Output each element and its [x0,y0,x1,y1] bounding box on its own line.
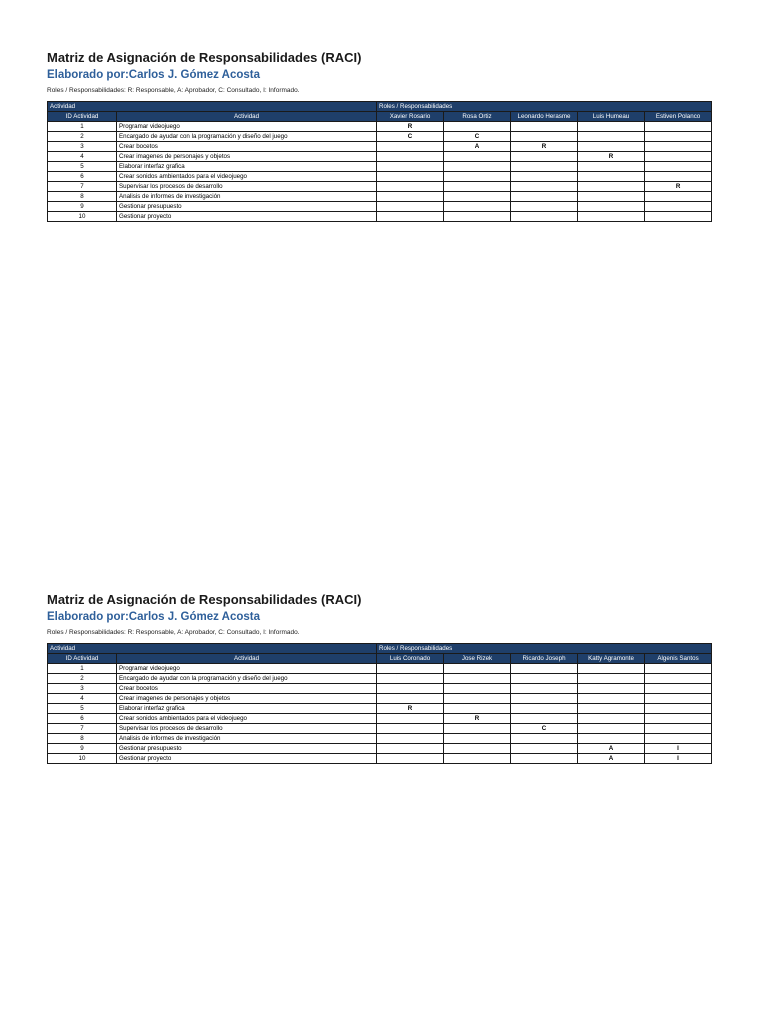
raci-cell [511,172,578,182]
raci-cell [645,152,712,162]
raci-cell [511,744,578,754]
table-row [48,684,712,694]
raci-cell [444,172,511,182]
raci-cell [578,664,645,674]
raci-cell [645,122,712,132]
raci-cell [511,212,578,222]
table-row [48,694,712,704]
raci-cell [645,694,712,704]
raci-cell [511,674,578,684]
activity-id-cell: 7 [48,182,117,192]
raci-cell [444,122,511,132]
raci-cell: C [511,724,578,734]
document-title: Matriz de Asignación de Responsabilidades (RACI) [47,592,362,607]
raci-cell [578,684,645,694]
table-row [48,664,712,674]
raci-matrix-2 [47,591,711,764]
raci-cell [377,664,444,674]
band-activity-label: Actividad [48,102,377,112]
document-title: Matriz de Asignación de Responsabilidades (RACI) [47,50,362,65]
raci-cell: R [377,704,444,714]
raci-cell [578,674,645,684]
band-roles-label: Roles / Responsabilidades [377,102,712,112]
role-column-header: Estiven Polanco [645,112,712,122]
raci-cell [511,132,578,142]
activity-id-cell: 10 [48,212,117,222]
raci-cell: R [645,182,712,192]
author-line: Elaborado por:Carlos J. Gómez Acosta [47,611,261,623]
activity-column-header: Actividad [117,112,377,122]
raci-cell [578,212,645,222]
raci-cell: C [377,132,444,142]
raci-cell [377,172,444,182]
activity-id-cell: 1 [48,122,117,132]
raci-cell [578,734,645,744]
raci-cell [511,162,578,172]
activity-name-cell: Crear imagenes de personajes y objetos [117,694,377,704]
raci-cell [444,744,511,754]
activity-name-cell: Crear sonidos ambientados para el videojuego [117,172,377,182]
activity-id-cell: 5 [48,162,117,172]
raci-cell [645,714,712,724]
raci-cell [377,182,444,192]
column-headers [48,654,712,664]
raci-cell [377,212,444,222]
raci-cell [645,202,712,212]
raci-cell: R [511,142,578,152]
table-row [48,704,712,714]
raci-cell: I [645,744,712,754]
activity-id-cell: 1 [48,664,117,674]
activity-name-cell: Supervisar los procesos de desarrollo [117,182,377,192]
activity-id-cell: 2 [48,132,117,142]
column-headers [48,112,712,122]
raci-cell [377,754,444,764]
activity-id-cell: 5 [48,704,117,714]
raci-cell [444,704,511,714]
activity-name-cell: Crear imagenes de personajes y objetos [117,152,377,162]
raci-cell [645,724,712,734]
role-column-header: Leonardo Herasme [511,112,578,122]
raci-cell [578,202,645,212]
activity-id-cell: 9 [48,744,117,754]
table-row [48,744,712,754]
raci-matrix-1 [47,49,711,222]
raci-cell [511,182,578,192]
raci-cell [645,192,712,202]
table-row [48,172,712,182]
activity-id-cell: 6 [48,172,117,182]
activity-name-cell: Programar videojuego [117,122,377,132]
roles-legend: Roles / Responsabilidades: R: Responsable, A: Aprobador, C: Consultado, I: Informado. [47,629,300,636]
raci-cell [377,734,444,744]
raci-cell [377,162,444,172]
raci-cell [645,674,712,684]
raci-cell [645,142,712,152]
raci-cell [444,152,511,162]
raci-cell [444,684,511,694]
raci-cell [377,724,444,734]
raci-cell [578,122,645,132]
raci-cell [578,694,645,704]
table-row [48,142,712,152]
header-band [48,644,712,654]
author-line: Elaborado por:Carlos J. Gómez Acosta [47,69,261,81]
raci-cell: R [377,122,444,132]
raci-cell [645,684,712,694]
table-row [48,152,712,162]
activity-id-cell: 3 [48,142,117,152]
raci-cell [444,724,511,734]
table-row [48,734,712,744]
raci-cell [377,684,444,694]
activity-name-cell: Encargado de ayudar con la programación y diseño del juego [117,132,377,142]
raci-cell [511,664,578,674]
role-column-header: Katty Agramonte [578,654,645,664]
activity-column-header: Actividad [117,654,377,664]
role-column-header: Rosa Ortiz [444,112,511,122]
activity-name-cell: Supervisar los procesos de desarrollo [117,724,377,734]
raci-cell [511,202,578,212]
raci-cell [578,172,645,182]
raci-cell [377,202,444,212]
raci-cell [444,734,511,744]
table-row [48,182,712,192]
header-band [48,102,712,112]
raci-cell [511,694,578,704]
activity-id-cell: 8 [48,734,117,744]
raci-table [47,101,712,222]
raci-cell [578,714,645,724]
role-column-header: Algenis Santos [645,654,712,664]
activity-name-cell: Analisis de informes de investigación [117,734,377,744]
table-row [48,132,712,142]
activity-name-cell: Crear sonidos ambientados para el videojuego [117,714,377,724]
raci-cell: A [444,142,511,152]
raci-cell [444,664,511,674]
raci-cell: A [578,744,645,754]
activity-id-cell: 4 [48,152,117,162]
raci-cell: R [444,714,511,724]
raci-cell [511,704,578,714]
role-column-header: Luis Coronado [377,654,444,664]
activity-id-cell: 8 [48,192,117,202]
raci-cell [377,152,444,162]
id-column-header: ID Actividad [48,654,117,664]
raci-cell [578,192,645,202]
roles-legend: Roles / Responsabilidades: R: Responsable, A: Aprobador, C: Consultado, I: Informado. [47,87,300,94]
raci-cell [511,684,578,694]
raci-cell [511,734,578,744]
raci-cell [578,142,645,152]
id-column-header: ID Actividad [48,112,117,122]
table-row [48,754,712,764]
raci-cell [444,162,511,172]
raci-cell [377,744,444,754]
table-row [48,212,712,222]
activity-name-cell: Gestionar presupuesto [117,202,377,212]
raci-cell [444,192,511,202]
raci-table [47,643,712,764]
raci-cell [511,152,578,162]
table-row [48,192,712,202]
activity-id-cell: 7 [48,724,117,734]
raci-cell [377,694,444,704]
table-row [48,202,712,212]
raci-cell [578,724,645,734]
role-column-header: Xavier Rosario [377,112,444,122]
role-column-header: Luis Humeau [578,112,645,122]
table-row [48,714,712,724]
role-column-header: Ricardo Joseph [511,654,578,664]
activity-name-cell: Encargado de ayudar con la programación y diseño del juego [117,674,377,684]
raci-cell [645,172,712,182]
activity-id-cell: 10 [48,754,117,764]
activity-name-cell: Analisis de informes de investigación [117,192,377,202]
activity-name-cell: Programar videojuego [117,664,377,674]
activity-name-cell: Gestionar proyecto [117,212,377,222]
activity-name-cell: Gestionar presupuesto [117,744,377,754]
band-roles-label: Roles / Responsabilidades [377,644,712,654]
activity-id-cell: 4 [48,694,117,704]
activity-name-cell: Crear bocetos [117,684,377,694]
raci-cell [578,182,645,192]
raci-cell [645,734,712,744]
raci-cell [444,694,511,704]
raci-cell [645,162,712,172]
raci-cell [444,182,511,192]
table-row [48,674,712,684]
raci-cell [511,122,578,132]
activity-name-cell: Elaborar interfaz grafica [117,704,377,714]
raci-cell [511,192,578,202]
raci-cell [511,754,578,764]
activity-id-cell: 3 [48,684,117,694]
activity-id-cell: 9 [48,202,117,212]
raci-cell [377,714,444,724]
raci-cell [377,674,444,684]
raci-cell [377,142,444,152]
raci-cell [645,132,712,142]
raci-cell: C [444,132,511,142]
raci-cell [645,212,712,222]
raci-cell [645,664,712,674]
activity-id-cell: 2 [48,674,117,684]
raci-cell [578,704,645,714]
role-column-header: Jose Rizek [444,654,511,664]
raci-table-body [48,644,712,764]
raci-cell [444,212,511,222]
raci-cell: I [645,754,712,764]
raci-cell [444,674,511,684]
table-row [48,122,712,132]
raci-cell [511,714,578,724]
raci-cell [444,754,511,764]
raci-cell [377,192,444,202]
activity-name-cell: Elaborar interfaz grafica [117,162,377,172]
raci-cell: R [578,152,645,162]
table-row [48,162,712,172]
table-row [48,724,712,734]
raci-cell [578,162,645,172]
activity-name-cell: Crear bocetos [117,142,377,152]
raci-cell [444,202,511,212]
raci-cell [645,704,712,714]
raci-cell [578,132,645,142]
raci-cell: A [578,754,645,764]
raci-table-body [48,102,712,222]
band-activity-label: Actividad [48,644,377,654]
activity-id-cell: 6 [48,714,117,724]
activity-name-cell: Gestionar proyecto [117,754,377,764]
